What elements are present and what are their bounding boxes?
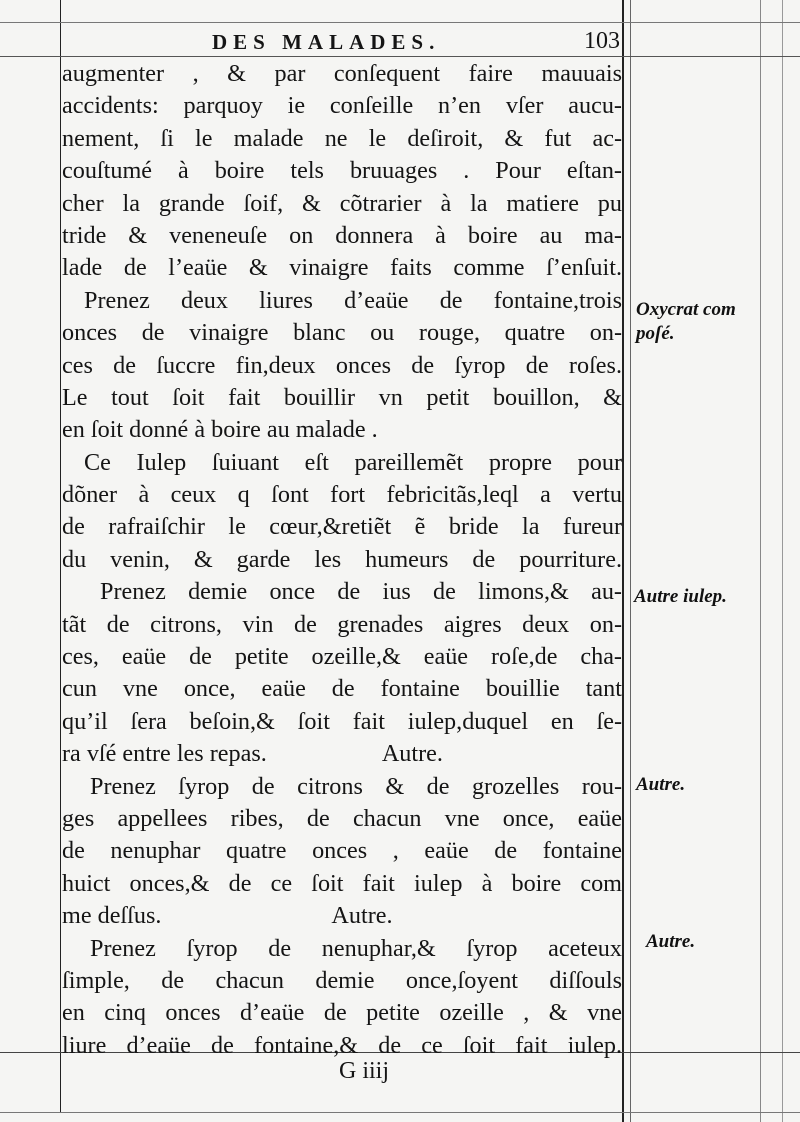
text-line: Prenez deux liures d’eaüe de fontaine,trois <box>84 286 622 314</box>
frame-rule-left <box>60 0 61 1112</box>
text-line: en cinq onces d’eaüe de petite ozeille , & vne <box>62 999 622 1027</box>
text-line: ces de ſuccre fin,deux onces de ſyrop de roſes. <box>62 351 622 379</box>
margin-note-autre: Autre. <box>646 931 696 952</box>
text-line: couſtumé à boire tels bruuages . Pour eſtan- <box>62 157 622 185</box>
body-text <box>62 58 622 1062</box>
inline-label: Autre. <box>331 902 393 930</box>
text-line: du venin, & garde les humeurs de pourriture. <box>62 545 622 573</box>
text-line: ges appellees ribes, de chacun vne once, eaüe <box>62 804 622 832</box>
page-number: 103 <box>584 28 620 54</box>
text-line: Prenez demie once de ius de limons,& au- <box>100 578 622 606</box>
signature-mark: G iiij <box>338 1058 389 1084</box>
frame-rule-margin-left <box>630 0 631 1122</box>
text-line: en ſoit donné à boire au malade . <box>62 416 378 444</box>
text-line: accidents: parquoy ie conſeille n’en vſer aucu- <box>62 92 622 120</box>
text-line: qu’il ſera beſoin,& ſoit fait iulep,duquel en ſe- <box>62 707 622 735</box>
text-line: lade de l’eaüe & vinaigre faits comme ſ’enſuit. <box>62 254 622 282</box>
text-line: tãt de citrons, vin de grenades aigres deux on- <box>62 610 622 638</box>
text-span: me deſſus. <box>62 902 162 930</box>
page-header <box>62 28 622 56</box>
text-line: de rafraiſchir le cœur,&retiẽt ẽ bride la fureur <box>62 513 622 541</box>
text-line: ſimple, de chacun demie once,ſoyent diſſouls <box>62 966 622 994</box>
text-span: ra vſé entre les repas. <box>62 740 267 768</box>
page-footer <box>62 1058 622 1085</box>
text-line: Le tout ſoit fait bouillir vn petit bouillon, & <box>62 383 622 411</box>
inline-label: Autre. <box>381 740 443 768</box>
text-line: cun vne once, eaüe de fontaine bouillie tant <box>62 675 622 703</box>
frame-rule-text-right <box>622 0 624 1122</box>
text-line: onces de vinaigre blanc ou rouge, quatre on- <box>62 319 622 347</box>
text-line: de nenuphar quatre onces , eaüe de fontaine <box>62 837 622 865</box>
text-line-with-label <box>62 900 622 932</box>
text-line: huict onces,& de ce ſoit fait iulep à boire com <box>62 869 622 897</box>
text-line: ces, eaüe de petite ozeille,& eaüe roſe,de cha- <box>62 643 622 671</box>
margin-note-autre-iulep: Autre iulep. <box>634 586 727 607</box>
margin-notes <box>632 0 792 1122</box>
text-line-with-label <box>62 738 622 770</box>
margin-note-oxycrat: Oxycrat com poſé. <box>636 299 736 344</box>
running-head: DES MALADES. <box>212 30 441 54</box>
text-line: nement, ſi le malade ne le deſiroit, & fut ac- <box>62 124 622 152</box>
text-line: tride & veneneuſe on donnera à boire au ma- <box>62 221 622 249</box>
text-line: Prenez ſyrop de citrons & de grozelles rou- <box>90 772 622 800</box>
text-line: cher la grande ſoif, & cõtrarier à la matiere pu <box>62 189 622 217</box>
text-line: Ce Iulep ſuiuant eſt pareillemẽt propre pour <box>84 448 622 476</box>
text-line: augmenter , & par conſequent faire mauuais <box>62 60 622 87</box>
margin-note-autre: Autre. <box>636 774 686 795</box>
text-line: liure d’eaüe de fontaine,& de ce ſoit fait iulep. <box>62 1031 622 1059</box>
text-line: Prenez ſyrop de nenuphar,& ſyrop aceteux <box>90 934 622 962</box>
text-line: dõner à ceux q ſont fort febricitãs,leql a vertu <box>62 481 622 509</box>
